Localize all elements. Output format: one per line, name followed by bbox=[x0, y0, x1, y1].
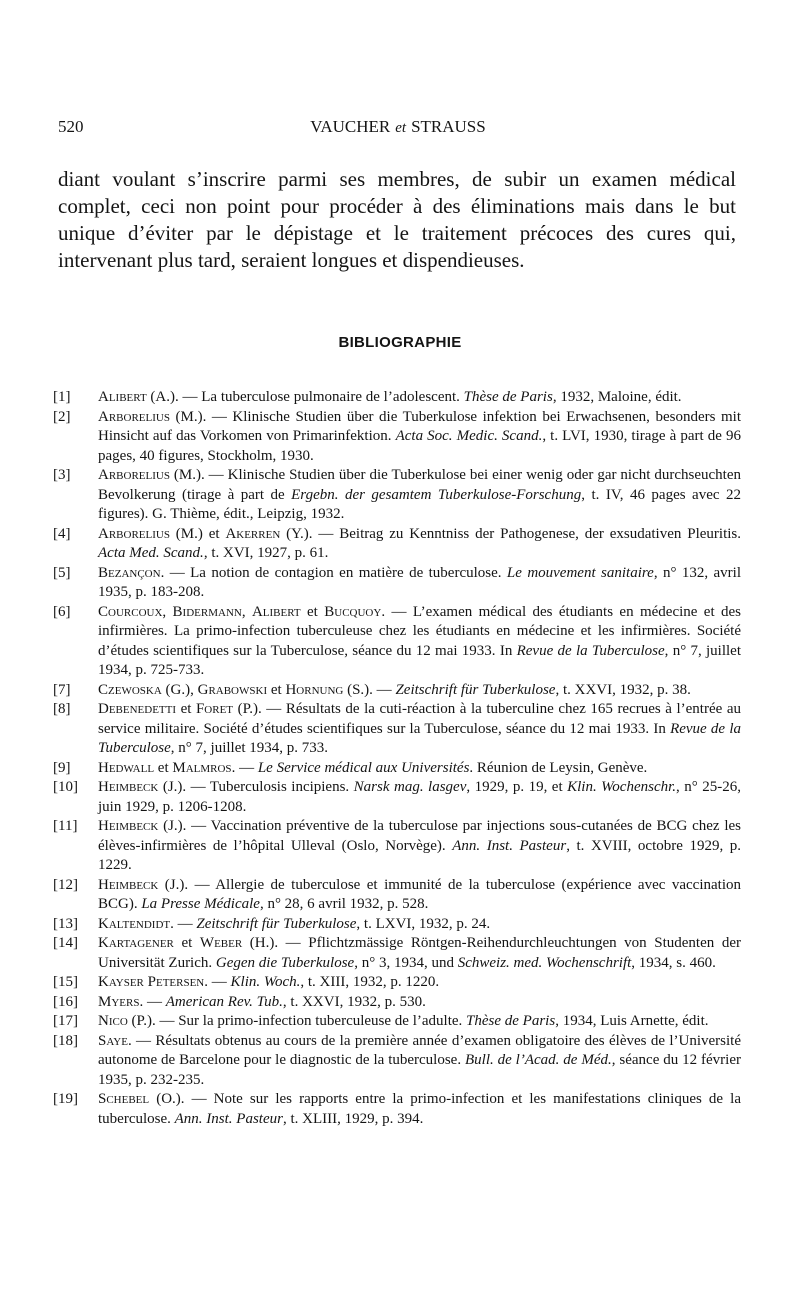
reference-entry bbox=[53, 525, 741, 564]
reference-author: Foret bbox=[195, 701, 234, 717]
bibliography-heading: BIBLIOGRAPHIE bbox=[338, 334, 462, 351]
reference-entry bbox=[53, 993, 741, 1013]
reference-author: Czewoska bbox=[98, 681, 162, 698]
reference-number: [12] bbox=[53, 876, 78, 893]
reference-text: , t. XIII, 1932, p. 1220. bbox=[300, 974, 440, 990]
reference-list bbox=[53, 388, 741, 1129]
reference-author: Bucquoy bbox=[324, 603, 382, 620]
reference-entry bbox=[53, 778, 741, 817]
reference-author: Alibert bbox=[98, 389, 147, 405]
reference-text: . — bbox=[170, 915, 197, 932]
reference-author: Arborelius bbox=[98, 408, 170, 425]
reference-source-title: Narsk mag. lasgev bbox=[353, 779, 467, 795]
reference-source-title: Ann. Inst. Pasteur bbox=[452, 837, 567, 854]
reference-number: [14] bbox=[53, 935, 78, 951]
reference-text: , bbox=[241, 603, 252, 620]
reference-author: Saye bbox=[98, 1032, 128, 1049]
reference-author: Hedwall bbox=[98, 759, 155, 776]
reference-text: . — La notion de contagion en matière de tuberculose. bbox=[160, 564, 507, 581]
reference-number: [9] bbox=[53, 759, 71, 776]
running-title-author-1: VAUCHER bbox=[310, 117, 391, 136]
reference-source-title: Le Service médical aux Universités bbox=[257, 759, 470, 776]
reference-source-title: Acta Soc. Medic. Scand. bbox=[395, 428, 543, 444]
reference-number: [3] bbox=[53, 467, 71, 483]
reference-text: (M.). — Klinische Studien über die Tuberkulose infektion bei Erwachsenen, besonders mit Hinsicht auf das Vorkomen von Primarinfektion. bbox=[98, 408, 741, 444]
reference-source-title: Acta Med. Scand. bbox=[98, 545, 204, 561]
reference-entry bbox=[53, 759, 741, 779]
reference-source-title: Le mouvement sanitaire bbox=[506, 564, 654, 581]
reference-text: . Réunion de Leysin, Genève. bbox=[469, 759, 648, 776]
reference-text: , t. LXVI, 1932, p. 24. bbox=[356, 915, 491, 932]
reference-text: , 1932, Maloine, édit. bbox=[552, 389, 682, 405]
reference-source-title: Ann. Inst. Pasteur bbox=[174, 1110, 283, 1127]
reference-number: [7] bbox=[53, 681, 71, 698]
reference-author: Grabowski bbox=[197, 681, 268, 698]
reference-number: [10] bbox=[53, 779, 78, 795]
reference-author: Weber bbox=[199, 935, 243, 951]
reference-number: [5] bbox=[53, 564, 71, 581]
reference-text: (G.), bbox=[161, 681, 198, 698]
reference-text: , t. XXVI, 1932, p. 530. bbox=[282, 993, 426, 1010]
reference-text: (P.). — Résultats de la cuti-réaction à la tuberculine chez 165 recrues à l’entrée au service militaire. Société d’études scientifiques sur la Tuberculose, séance du 12 mai 1933. In bbox=[98, 701, 741, 737]
reference-text: . — bbox=[204, 974, 231, 990]
reference-text: , bbox=[162, 603, 173, 620]
reference-source-title: Zeitschrift für Tuberkulose bbox=[395, 681, 556, 698]
reference-number: [11] bbox=[53, 818, 78, 834]
reference-entry bbox=[53, 564, 741, 603]
reference-source-title: Klin. Woch. bbox=[230, 974, 301, 990]
reference-author: Heimbeck bbox=[98, 876, 159, 893]
reference-text: (J.). — Vaccination préventive de la tuberculose par injections sous-cutanées de BCG chez les élèves-infirmières de l’hôpital Ulleval (Oslo, Norvège). bbox=[98, 818, 741, 854]
reference-number: [19] bbox=[53, 1091, 78, 1107]
reference-text: et bbox=[173, 935, 200, 951]
reference-entry bbox=[53, 876, 741, 915]
reference-text: , 1934, Luis Arnette, édit. bbox=[555, 1013, 709, 1029]
reference-author: Bezançon bbox=[98, 564, 161, 581]
reference-number: [8] bbox=[53, 701, 71, 717]
reference-number: [15] bbox=[53, 974, 78, 990]
reference-author: Akerren bbox=[225, 525, 281, 542]
reference-entry bbox=[53, 408, 741, 467]
reference-entry bbox=[53, 603, 741, 681]
reference-text: , n° 28, 6 avril 1932, p. 528. bbox=[259, 896, 429, 912]
reference-source-title: Revue de la Tuberculose bbox=[98, 720, 741, 756]
reference-author: Arborelius bbox=[98, 467, 170, 483]
reference-text: (O.). — Note sur les rapports entre la primo-infection et les manifestations cliniques de la tuberculose. bbox=[98, 1091, 741, 1127]
reference-text: , séance du 12 février 1935, p. 232-235. bbox=[98, 1052, 741, 1088]
reference-text: (H.). — Pflichtzmässige Röntgen-Reihendurchleuchtungen von Studenten der Universität Zurich. bbox=[98, 935, 741, 971]
reference-number: [13] bbox=[53, 915, 78, 932]
reference-author: Arborelius bbox=[98, 525, 170, 542]
reference-text: . — bbox=[139, 993, 166, 1010]
reference-source-title: Revue de la Tuberculose bbox=[516, 642, 665, 659]
reference-author: Kaltendidt bbox=[98, 915, 171, 932]
reference-author: Debenedetti bbox=[98, 701, 177, 717]
reference-text: (J.). — Allergie de tuberculose et immunité de la tuberculose (expérience avec vaccination BCG). bbox=[98, 876, 741, 912]
reference-text: (J.). — Tuberculosis incipiens. bbox=[158, 779, 354, 795]
reference-number: [18] bbox=[53, 1032, 78, 1049]
reference-number: [1] bbox=[53, 389, 71, 405]
reference-entry bbox=[53, 1032, 741, 1091]
reference-author: Nico bbox=[98, 1013, 128, 1029]
reference-author: Heimbeck bbox=[98, 779, 159, 795]
reference-text: . — Résultats obtenus au cours de la première année d’examen obligatoire des élèves de l’Université autonome de Barcelone pour le diagnostic de la tuberculose. bbox=[98, 1032, 741, 1068]
reference-text: (Y.). — Beitrag zu Kenntniss der Pathogenese, der exsudativen Pleuritis. bbox=[280, 525, 741, 542]
reference-text: (P.). — Sur la primo-infection tuberculeuse de l’adulte. bbox=[127, 1013, 467, 1029]
reference-text: , t. IV, 46 pages avec 22 figures). G. Thième, édit., Leipzig, 1932. bbox=[98, 486, 742, 522]
reference-text: , 1934, s. 460. bbox=[631, 954, 716, 971]
reference-entry bbox=[53, 934, 741, 973]
reference-entry bbox=[53, 973, 741, 993]
reference-text: , n° 7, juillet 1934, p. 733. bbox=[170, 740, 329, 756]
reference-text: et bbox=[267, 681, 286, 698]
reference-entry bbox=[53, 915, 741, 935]
reference-text: , 1929, p. 19, et bbox=[466, 779, 568, 795]
reference-text: , t. XLIII, 1929, p. 394. bbox=[282, 1110, 424, 1127]
reference-entry bbox=[53, 1012, 741, 1032]
reference-source-title: Schweiz. med. Wochenschrift bbox=[457, 954, 632, 971]
reference-text: , n° 7, juillet 1934, p. 725-733. bbox=[98, 642, 741, 678]
reference-text: , t. XVI, 1927, p. 61. bbox=[203, 545, 329, 561]
reference-author: Courcoux bbox=[98, 603, 163, 620]
reference-text: (M.). — Klinische Studien über die Tuberkulose bei einer wenig oder gar nicht durchseuchten Bevolkerung (tirage à part de bbox=[98, 467, 741, 503]
reference-author: Alibert bbox=[251, 603, 301, 620]
page-number: 520 bbox=[58, 117, 84, 136]
running-title-author-2: STRAUSS bbox=[411, 117, 486, 136]
reference-entry bbox=[53, 466, 741, 525]
reference-entry bbox=[53, 388, 741, 408]
reference-text: . — bbox=[231, 759, 258, 776]
reference-text: , n° 3, 1934, und bbox=[354, 954, 458, 971]
reference-number: [6] bbox=[53, 603, 71, 620]
reference-author: Schebel bbox=[98, 1091, 150, 1107]
reference-number: [2] bbox=[53, 408, 71, 425]
reference-source-title: Klin. Wochenschr. bbox=[567, 779, 677, 795]
reference-number: [17] bbox=[53, 1013, 78, 1029]
reference-source-title: American Rev. Tub. bbox=[165, 993, 283, 1010]
reference-author: Kartagener bbox=[98, 935, 174, 951]
reference-author: Myers bbox=[98, 993, 140, 1010]
intro-paragraph: diant voulant s’inscrire parmi ses membres, de subir un examen médical complet, ceci non point pour procéder à des éliminations mais dans le but unique d’éviter par le dépistage et le traitement précoces des cures qui, intervenant plus tard, seraient longues et dispendieuses. bbox=[58, 167, 736, 272]
reference-text: , t. XXVI, 1932, p. 38. bbox=[555, 681, 691, 698]
reference-text: et bbox=[176, 701, 196, 717]
reference-entry bbox=[53, 817, 741, 876]
reference-text: (A.). — La tuberculose pulmonaire de l’adolescent. bbox=[146, 389, 464, 405]
reference-source-title: Zeitschrift für Tuberkulose bbox=[196, 915, 357, 932]
reference-source-title: Thèse de Paris bbox=[466, 1013, 556, 1029]
reference-text: , n° 132, avril 1935, p. 183-208. bbox=[98, 564, 741, 600]
reference-number: [4] bbox=[53, 525, 71, 542]
reference-source-title: Thèse de Paris bbox=[463, 389, 553, 405]
reference-text: , n° 25-26, juin 1929, p. 1206-1208. bbox=[98, 779, 742, 815]
reference-text: (S.). — bbox=[343, 681, 396, 698]
reference-entry bbox=[53, 681, 741, 701]
reference-entry bbox=[53, 700, 741, 759]
reference-number: [16] bbox=[53, 993, 78, 1010]
reference-text: . — L’examen médical des étudiants en médecine et des infirmières. La primo-infection tuberculeuse chez les étudiants en médecine et les infirmières. Société d’études scientifiques sur la Tuberculose, séance du 12 mai 1933. In bbox=[98, 603, 742, 659]
reference-entry bbox=[53, 1090, 741, 1129]
running-title-conjunction: et bbox=[395, 120, 407, 136]
running-title bbox=[58, 117, 738, 137]
reference-text: et bbox=[300, 603, 325, 620]
reference-author: Malmros bbox=[172, 759, 232, 776]
reference-author: Kayser Petersen bbox=[98, 974, 205, 990]
reference-source-title: Bull. de l’Acad. de Méd. bbox=[464, 1052, 612, 1068]
reference-text: et bbox=[154, 759, 173, 776]
reference-text: , t. LVI, 1930, tirage à part de 96 pages, 40 figures, Stockholm, 1930. bbox=[98, 428, 741, 464]
reference-author: Heimbeck bbox=[98, 818, 159, 834]
reference-author: Hornung bbox=[285, 681, 344, 698]
reference-source-title: Ergebn. der gesamtem Tuberkulose-Forschung bbox=[291, 486, 582, 503]
reference-text: , t. XVIII, octobre 1929, p. 1229. bbox=[98, 837, 742, 873]
reference-text: (M.) et bbox=[169, 525, 226, 542]
page-header bbox=[58, 117, 738, 139]
reference-author: Bidermann bbox=[172, 603, 242, 620]
reference-source-title: Gegen die Tuberkulose bbox=[215, 954, 355, 971]
reference-source-title: La Presse Médicale bbox=[141, 896, 260, 912]
